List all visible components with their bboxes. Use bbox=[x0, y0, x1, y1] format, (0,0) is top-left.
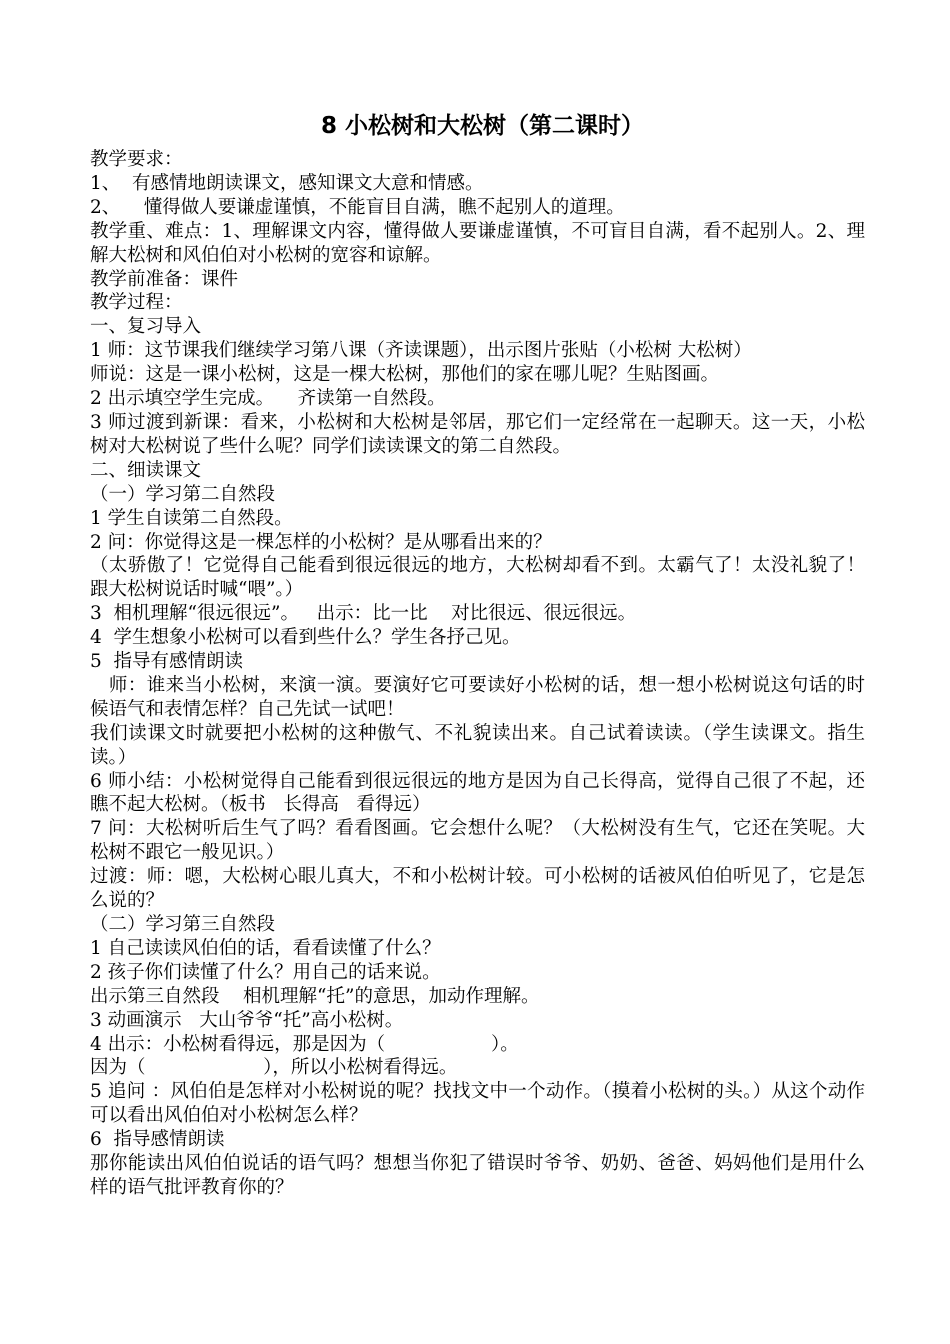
paragraph: 二、细读课文 bbox=[90, 459, 202, 481]
paragraph: 1 师：这节课我们继续学习第八课（齐读课题），出示图片张贴（小松树 大松树） bbox=[90, 340, 752, 362]
paragraph: 教学前准备：课件 bbox=[90, 268, 239, 290]
paragraph: 7 问：大松树听后生气了吗？看看图画。它会想什么呢？（大松树没有生气，它还在笑呢。大松树不跟它一般见识。） bbox=[90, 818, 865, 864]
paragraph: 师说：这是一课小松树，这是一棵大松树，那他们的家在哪儿呢？生贴图画。 bbox=[90, 364, 720, 386]
paragraph: 1 学生自读第二自然段。 bbox=[90, 507, 293, 529]
paragraph: 6 师小结：小松树觉得自己能看到很远很远的地方是因为自己长得高，觉得自己很了不起，还瞧不起大松树。（板书 长得高 看得远） bbox=[90, 770, 865, 816]
paragraph: 教学重、难点：1、理解课文内容，懂得做人要谦虚谨慎，不可盲目自满，看不起别人。2、理解大松树和风伯伯对小松树的宽容和谅解。 bbox=[90, 220, 865, 266]
paragraph: 2 问：你觉得这是一棵怎样的小松树？是从哪看出来的？ bbox=[90, 531, 552, 553]
paragraph: 3 动画演示 大山爷爷“托”高小松树。 bbox=[90, 1009, 404, 1031]
paragraph: 师：谁来当小松树，来演一演。要演好它可要读好小松树的话，想一想小松树说这句话的时候语气和表情怎样？自己先试一试吧！ bbox=[90, 674, 865, 720]
paragraph: 一、复习导入 bbox=[90, 316, 202, 338]
paragraph: 1 自己读读风伯伯的话，看看读懂了什么？ bbox=[90, 937, 441, 959]
paragraph: 出示第三自然段 相机理解“托”的意思，加动作理解。 bbox=[90, 985, 540, 1007]
paragraph: （太骄傲了！它觉得自己能看到很远很远的地方，大松树却看不到。太霸气了！太没礼貌了！跟大松树说话时喊“喂”。） bbox=[90, 555, 865, 601]
paragraph: 1、 有感情地朗读课文，感知课文大意和情感。 bbox=[90, 172, 484, 194]
paragraph: 3 相机理解“很远很远”。 出示：比一比 对比很远、很远很远。 bbox=[90, 603, 637, 625]
document-title: 8 小松树和大松树（第二课时） bbox=[320, 113, 644, 139]
paragraph: 6 指导感情朗读 bbox=[90, 1129, 225, 1151]
paragraph: 教学要求： bbox=[90, 149, 183, 170]
paragraph: （一）学习第二自然段 bbox=[90, 483, 276, 505]
paragraph: 4 出示：小松树看得远，那是因为（ ）。 bbox=[90, 1033, 519, 1055]
paragraph: 3 师过渡到新课：看来，小松树和大松树是邻居，那它们一定经常在一起聊天。这一天，小松树对大松树说了些什么呢？同学们读读课文的第二自然段。 bbox=[90, 411, 865, 457]
paragraph: 5 指导有感情朗读 bbox=[90, 651, 244, 673]
paragraph: 教学过程： bbox=[90, 292, 183, 314]
document-page bbox=[90, 108, 865, 1200]
paragraph: 我们读课文时就要把小松树的这种傲气、不礼貌读出来。自己试着读读。（学生读课文。指生读。） bbox=[90, 722, 865, 768]
paragraph: 那你能读出风伯伯说话的语气吗？想想当你犯了错误时爷爷、奶奶、爸爸、妈妈他们是用什么样的语气批评教育你的？ bbox=[90, 1153, 865, 1198]
paragraph: 2 孩子你们读懂了什么？用自己的话来说。 bbox=[90, 961, 441, 983]
paragraph: 2 出示填空学生完成。 齐读第一自然段。 bbox=[90, 388, 446, 410]
paragraph: （二）学习第三自然段 bbox=[90, 914, 276, 935]
paragraph: 2、 懂得做人要谦虚谨慎，不能盲目自满，瞧不起别人的道理。 bbox=[90, 196, 625, 218]
paragraph: 4 学生想象小松树可以看到些什么？学生各抒己见。 bbox=[90, 627, 521, 649]
paragraph: 5 追问 ：风伯伯是怎样对小松树说的呢？找找文中一个动作。（摸着小松树的头。）从这个动作可以看出风伯伯对小松树怎么样？ bbox=[90, 1081, 865, 1127]
paragraph: 因为（ ），所以小松树看得远。 bbox=[90, 1057, 458, 1079]
document-body bbox=[90, 148, 865, 1200]
paragraph: 过渡：师：嗯，大松树心眼儿真大，不和小松树计较。可小松树的话被风伯伯听见了，它是怎么说的？ bbox=[90, 866, 865, 912]
